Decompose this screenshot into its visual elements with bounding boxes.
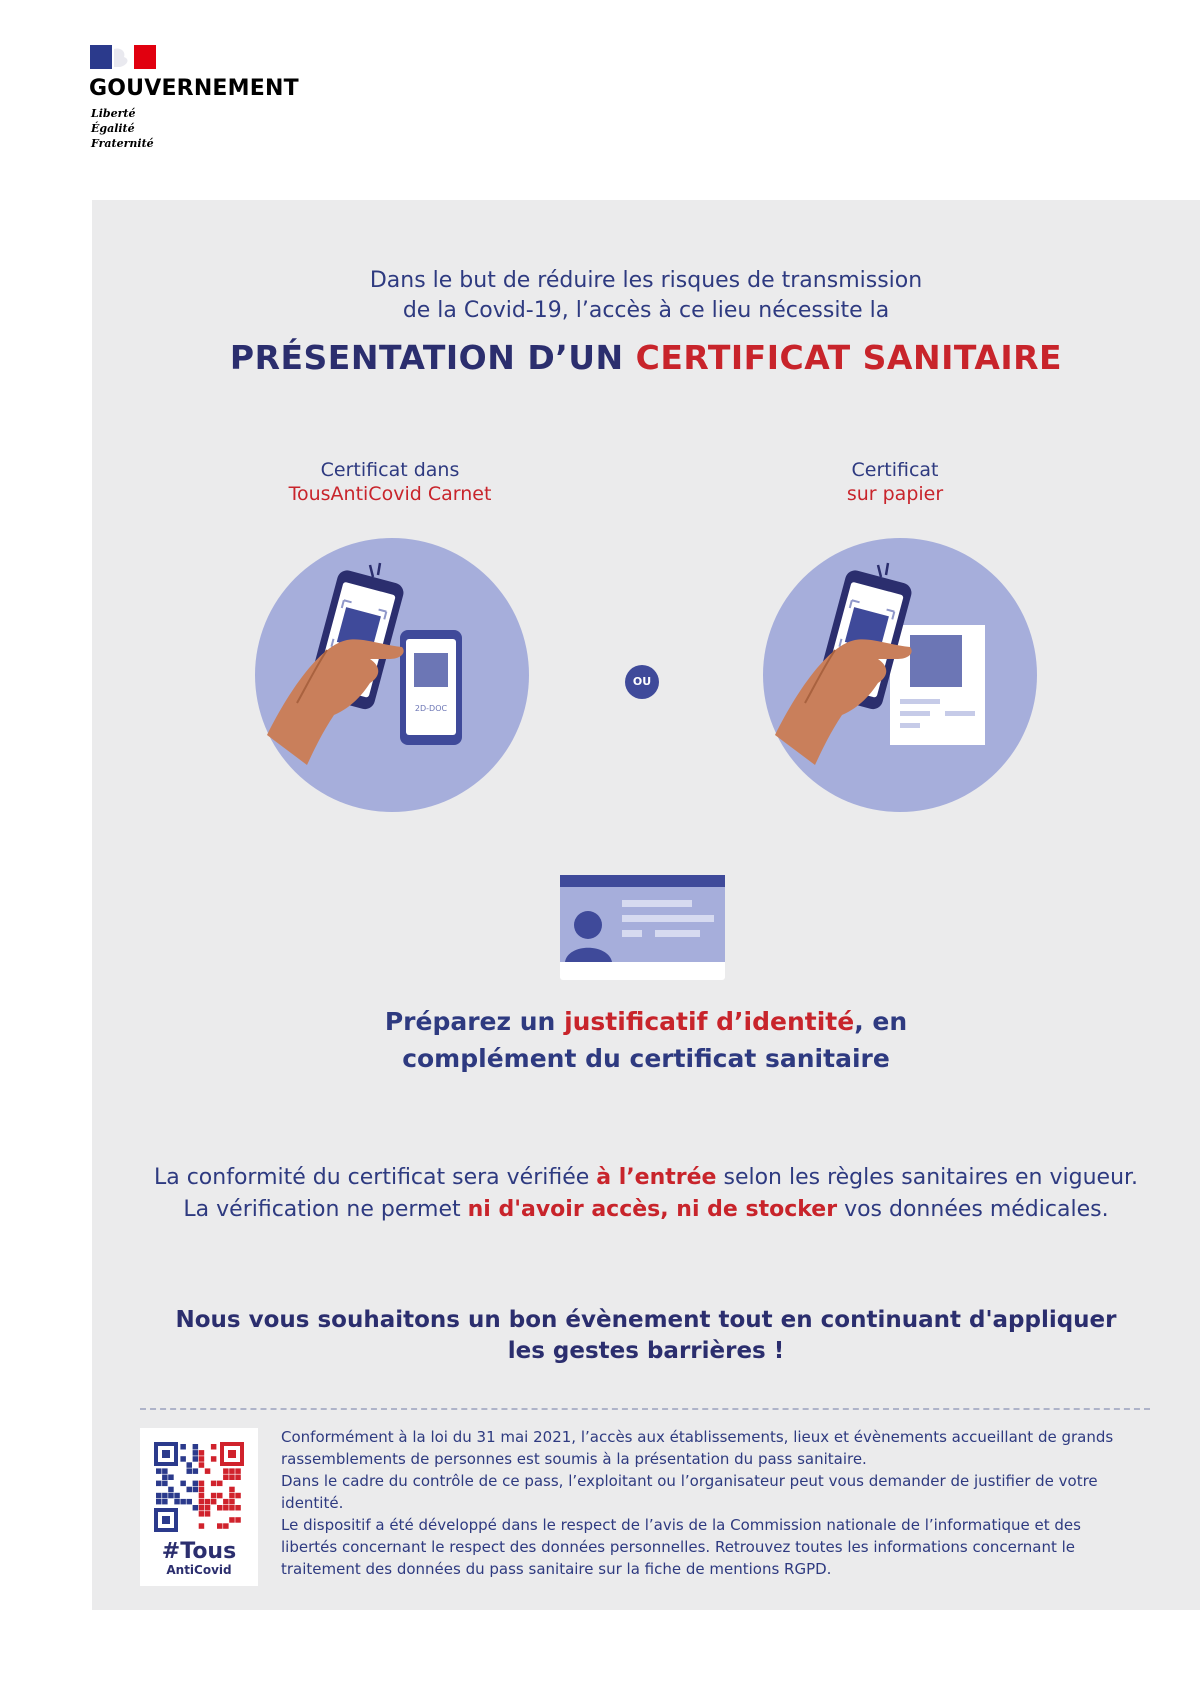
qr-module: [217, 1523, 223, 1529]
legal-paragraph-1: Conformément à la loi du 31 mai 2021, l’accès aux établissements, lieux et évènements accueillant de grands rassemblements de personnes est soumis à la présentation du pass sanitaire.: [281, 1428, 1114, 1468]
qr-module: [229, 1468, 235, 1474]
qr-module: [205, 1505, 211, 1511]
qr-module: [229, 1499, 235, 1505]
qr-module: [223, 1468, 229, 1474]
identity-part-3: , en: [854, 1007, 908, 1036]
motto-liberte: Liberté: [91, 107, 136, 120]
phone-tag-2d-doc: 2D-DOC: [414, 704, 448, 713]
qr-module: [211, 1456, 217, 1462]
qr-module: [223, 1505, 229, 1511]
verif-2c: vos données médicales.: [837, 1197, 1109, 1222]
qr-module: [205, 1511, 211, 1517]
qr-module: [180, 1444, 186, 1450]
qr-module: [235, 1505, 241, 1511]
intro-line-2: de la Covid-19, l’accès à ce lieu nécessite la: [402, 298, 890, 323]
qr-module: [187, 1499, 193, 1505]
qr-module: [199, 1523, 205, 1529]
qr-module: [199, 1450, 205, 1456]
qr-module: [180, 1499, 186, 1505]
qr-module: [199, 1456, 205, 1462]
qr-module: [187, 1468, 193, 1474]
qr-module: [193, 1468, 199, 1474]
wish-message: [92, 1305, 1200, 1367]
qr-module: [156, 1468, 162, 1474]
qr-module: [162, 1493, 168, 1499]
qr-module: [180, 1456, 186, 1462]
qr-module: [205, 1468, 211, 1474]
option-app-label: [260, 458, 520, 506]
qr-module: [193, 1456, 199, 1462]
qr-module: [229, 1505, 235, 1511]
qr-module: [211, 1499, 217, 1505]
identity-part-1: Préparez un: [384, 1007, 565, 1036]
qr-module: [205, 1499, 211, 1505]
qr-module: [235, 1493, 241, 1499]
qr-module: [193, 1450, 199, 1456]
legal-paragraph-2: Dans le cadre du contrôle de ce pass, l’exploitant ou l’organisateur peut vous demander de justifier de votre identité.: [281, 1472, 1098, 1512]
qr-logo-line-1: #Tous: [161, 1539, 237, 1564]
qr-module: [162, 1475, 168, 1481]
verif-2b: ni d'avoir accès, ni de stocker: [467, 1197, 838, 1222]
phone-scan-app-illustration: [252, 535, 532, 815]
verif-1a: La conformité du certificat sera vérifiée: [153, 1165, 597, 1190]
qr-module: [229, 1475, 235, 1481]
logo-title: GOUVERNEMENT: [89, 76, 299, 101]
qr-module: [174, 1499, 180, 1505]
verification-line-1: [92, 1162, 1200, 1194]
qr-module: [199, 1493, 205, 1499]
qr-code-icon: [140, 1428, 258, 1586]
qr-module: [235, 1517, 241, 1523]
verification-line-2: [92, 1194, 1200, 1226]
qr-module: [174, 1493, 180, 1499]
option-paper-line-1: Certificat: [851, 459, 939, 481]
qr-module: [162, 1468, 168, 1474]
qr-module: [199, 1511, 205, 1517]
verif-1b: à l’entrée: [596, 1165, 717, 1190]
qr-module: [156, 1481, 162, 1487]
phone-scan-paper-illustration: [760, 535, 1040, 815]
qr-module: [235, 1475, 241, 1481]
option-app-line-2: TousAntiCovid Carnet: [288, 483, 492, 505]
qr-module: [229, 1487, 235, 1493]
qr-module: [211, 1493, 217, 1499]
option-paper-line-2: sur papier: [846, 483, 944, 505]
marianne-logo-icon: [90, 45, 156, 69]
qr-module: [211, 1481, 217, 1487]
identity-line-1: [92, 1003, 1200, 1040]
qr-module: [199, 1487, 205, 1493]
qr-module: [217, 1505, 223, 1511]
option-paper-label: [765, 458, 1025, 506]
qr-module: [223, 1475, 229, 1481]
motto-fraternite: Fraternité: [91, 137, 154, 150]
qr-module: [235, 1468, 241, 1474]
intro-text: [92, 266, 1200, 326]
qr-module: [193, 1444, 199, 1450]
qr-module: [217, 1493, 223, 1499]
qr-module: [229, 1517, 235, 1523]
identity-line-2: complément du certificat sanitaire: [402, 1044, 890, 1073]
qr-logo-line-2: AntiCovid: [166, 1563, 232, 1577]
motto-egalite: Égalité: [91, 122, 135, 135]
qr-module: [187, 1462, 193, 1468]
verif-2a: La vérification ne permet: [183, 1197, 468, 1222]
motto: [91, 106, 154, 151]
legal-paragraph-3: Le dispositif a été développé dans le respect de l’avis de la Commission nationale de l’informatique et des libertés concernant le respect des données personnelles. Retrouvez toutes les informations concernant le traitement des données du pass sanitaire sur la fiche de mentions RGPD.: [281, 1516, 1081, 1578]
wish-line-2: les gestes barrières !: [507, 1338, 785, 1364]
qr-module: [199, 1462, 205, 1468]
qr-module: [168, 1487, 174, 1493]
qr-module: [162, 1499, 168, 1505]
qr-module: [193, 1487, 199, 1493]
qr-module: [217, 1481, 223, 1487]
tousanticovid-qr-logo: [140, 1428, 258, 1586]
verif-1c: selon les règles sanitaires en vigueur.: [716, 1165, 1139, 1190]
qr-module: [162, 1481, 168, 1487]
qr-module: [193, 1505, 199, 1511]
qr-module: [223, 1499, 229, 1505]
qr-module: [168, 1493, 174, 1499]
qr-module: [199, 1481, 205, 1487]
headline: [92, 338, 1200, 377]
identity-message: [92, 1003, 1200, 1077]
option-app-line-1: Certificat dans: [320, 459, 460, 481]
qr-module: [211, 1444, 217, 1450]
qr-module: [180, 1481, 186, 1487]
qr-module: [156, 1493, 162, 1499]
or-separator-badge: OU: [625, 665, 659, 699]
qr-module: [156, 1499, 162, 1505]
verification-text: [92, 1162, 1200, 1226]
qr-module: [168, 1475, 174, 1481]
qr-module: [223, 1523, 229, 1529]
legal-notice: [281, 1426, 1136, 1580]
dashed-divider: [140, 1408, 1150, 1410]
identity-part-2: justificatif d’identité: [564, 1007, 855, 1036]
headline-part-2: CERTIFICAT SANITAIRE: [635, 338, 1063, 377]
qr-module: [199, 1499, 205, 1505]
id-card-icon: [560, 875, 725, 980]
qr-module: [199, 1505, 205, 1511]
qr-module: [193, 1481, 199, 1487]
qr-module: [187, 1487, 193, 1493]
qr-module: [229, 1493, 235, 1499]
headline-part-1: PRÉSENTATION D’UN: [229, 338, 636, 377]
wish-line-1: Nous vous souhaitons un bon évènement tout en continuant d'appliquer: [175, 1307, 1117, 1333]
intro-line-1: Dans le but de réduire les risques de transmission: [369, 268, 923, 293]
